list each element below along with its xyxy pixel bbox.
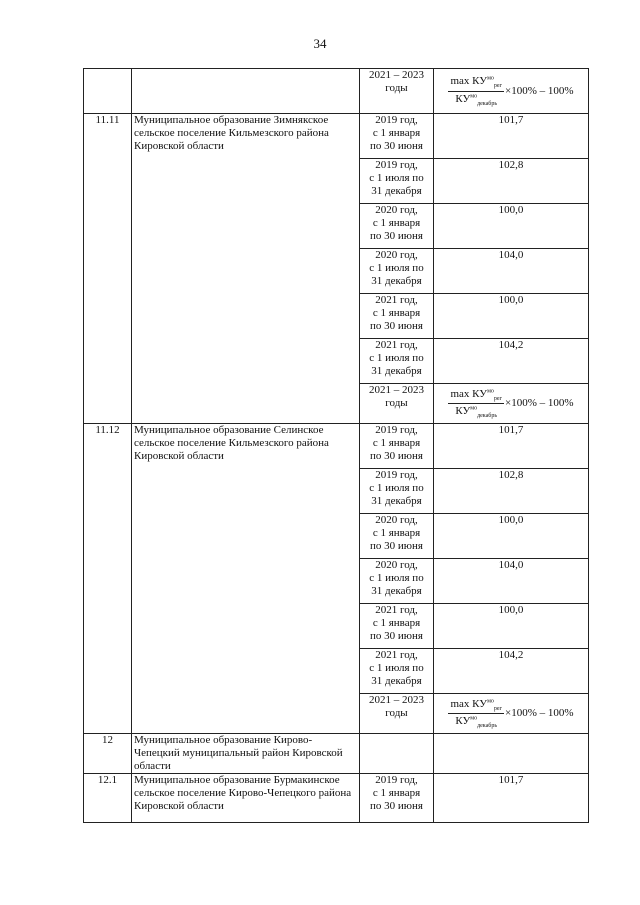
period-cell [360,469,434,514]
formula [436,694,586,733]
value-cell [434,114,589,159]
period-text: 2021 год, с 1 июля по 31 декабря [369,649,424,687]
period-cell [360,734,434,774]
formula-den-sub: декабрь [477,413,498,420]
value-text: 100,0 [498,204,524,216]
value-cell [434,339,589,384]
table-row [84,774,589,823]
formula-num-sub: рег [493,706,502,712]
value-cell [434,734,589,774]
row-number-cell: 11.12 [84,424,132,734]
formula-fraction [448,698,504,729]
formula-cell [434,694,589,734]
period-cell [360,384,434,424]
period-cell [360,559,434,604]
value-cell [434,249,589,294]
period-cell [360,294,434,339]
formula-num-main: max КУ [450,75,488,88]
formula-suffix: ×100% – 100% [504,397,574,409]
municipality-name-cell: Муниципальное образование Селинское сельское поселение Кильмезского района Кировской области [132,424,360,734]
value-cell [434,774,589,823]
period-cell [360,204,434,249]
municipality-name-cell: Муниципальное образование Зимнякское сельское поселение Кильмезского района Кировской области [132,114,360,424]
formula-cell [434,384,589,424]
formula-num-main: max КУ [450,697,488,710]
period-cell [360,339,434,384]
row-number-cell: 12 [84,734,132,774]
period-cell [360,424,434,469]
formula-num-sub: рег [493,396,502,402]
row-number-cell [84,69,132,114]
period-cell [360,604,434,649]
table-row [84,734,589,774]
value-cell [434,649,589,694]
value-text: 100,0 [498,604,524,616]
value-cell [434,159,589,204]
formula-den-main: КУ [455,92,471,105]
period-text: 2019 год, с 1 января по 30 июня [370,114,423,152]
formula-num-main: max КУ [450,387,488,400]
formula-suffix: ×100% – 100% [504,707,574,719]
value-cell [434,514,589,559]
formula-den-sup: мо [470,715,478,722]
period-text: 2020 год, с 1 января по 30 июня [370,204,423,242]
period-cell [360,159,434,204]
period-text: 2019 год, с 1 января по 30 июня [370,424,423,462]
period-cell [360,649,434,694]
formula-cell [434,69,589,114]
formula-num-sup: мо [487,698,494,705]
formula-denominator [448,714,504,729]
period-cell [360,514,434,559]
municipality-name-cell: Муниципальное образование Кирово-Чепецкий муниципальный район Кировской области [132,734,360,774]
formula [436,69,586,113]
period-text: 2019 год, с 1 июля по 31 декабря [369,159,424,197]
value-text: 100,0 [498,294,524,306]
period-cell [360,69,434,114]
period-text: 2020 год, с 1 января по 30 июня [370,514,423,552]
value-text: 101,7 [498,424,524,436]
formula-den-main: КУ [455,715,471,727]
formula-suffix: ×100% – 100% [504,84,574,97]
period-text: 2020 год, с 1 июля по 31 декабря [369,249,424,287]
table-row [84,69,589,114]
row-number-cell: 11.11 [84,114,132,424]
value-text: 104,2 [498,339,524,351]
formula-num-sub: рег [493,83,502,90]
page-number: 34 [313,36,327,51]
value-text: 104,0 [498,249,524,261]
value-cell [434,294,589,339]
period-text: 2021 год, с 1 января по 30 июня [370,604,423,642]
period-text: 2021 год, с 1 июля по 31 декабря [369,339,424,377]
value-text: 102,8 [498,469,524,481]
value-text: 104,0 [498,559,524,571]
formula-numerator [448,388,504,404]
row-number-cell: 12.1 [84,774,132,823]
table-row [84,424,589,469]
value-text: 100,0 [498,514,524,526]
formula-denominator [448,404,504,419]
period-cell [360,774,434,823]
municipality-name-cell: Муниципальное образование Бурмакинское сельское поселение Кирово-Чепецкого района Кировской области [132,774,360,823]
formula-denominator [448,92,504,107]
value-cell [434,559,589,604]
value-cell [434,424,589,469]
formula-den-main: КУ [455,405,471,417]
formula-num-sup: мо [487,388,494,395]
period-cell [360,694,434,734]
period-text: 2021 – 2023 годы [369,69,424,94]
period-text: 2019 год, с 1 января по 30 июня [370,774,423,812]
period-text: 2020 год, с 1 июля по 31 декабря [369,559,424,597]
municipality-name-cell [132,69,360,114]
period-cell [360,114,434,159]
period-text: 2019 год, с 1 июля по 31 декабря [369,469,424,507]
tariff-table [83,68,589,823]
table-row [84,114,589,159]
formula-num-sup: мо [487,75,494,82]
value-cell [434,604,589,649]
formula-den-sub: декабрь [477,723,498,730]
formula [436,384,586,423]
period-text: 2021 – 2023 годы [369,384,424,409]
value-cell [434,204,589,249]
formula-numerator [448,75,504,91]
period-text: 2021 – 2023 годы [369,694,424,719]
period-text: 2021 год, с 1 января по 30 июня [370,294,423,332]
value-text: 101,7 [498,774,524,786]
formula-den-sub: декабрь [477,100,498,107]
formula-den-sup: мо [470,405,478,412]
formula-fraction [448,75,504,106]
formula-fraction [448,388,504,419]
period-cell [360,249,434,294]
formula-numerator [448,698,504,714]
value-cell [434,469,589,514]
value-text: 104,2 [498,649,524,661]
formula-den-sup: мо [470,92,478,99]
value-text: 102,8 [498,159,524,171]
value-text: 101,7 [498,114,524,126]
